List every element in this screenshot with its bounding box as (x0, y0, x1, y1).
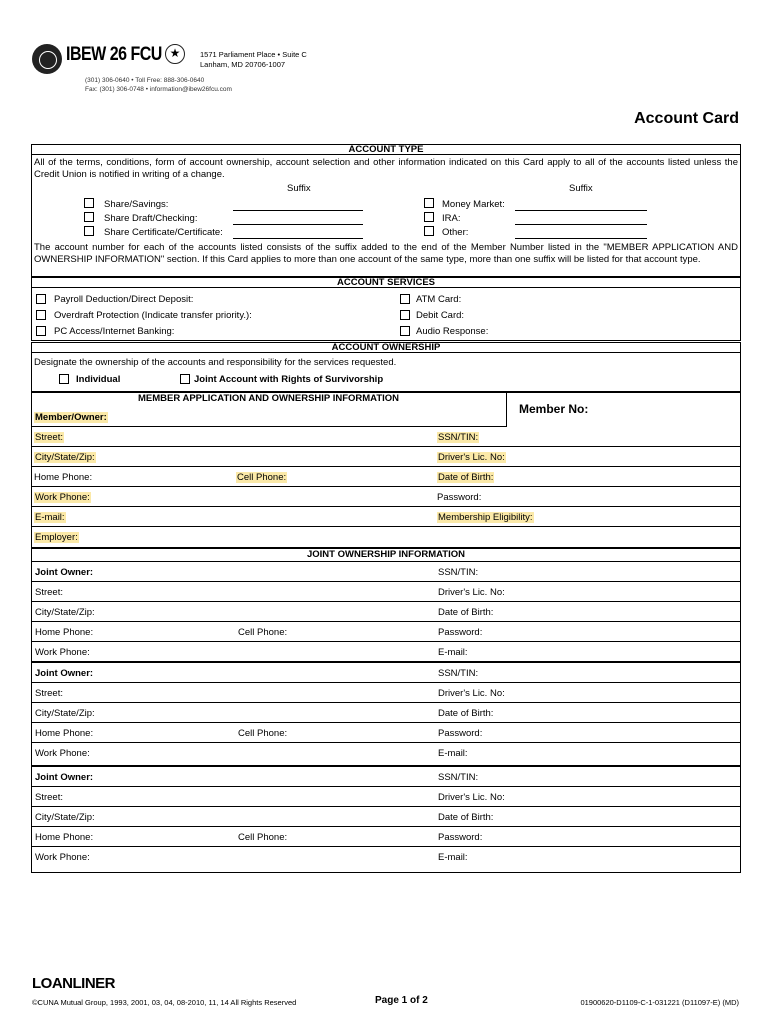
overdraft-protection-checkbox[interactable] (36, 310, 46, 320)
joint3-phone-row (31, 827, 741, 847)
member-eligibility-label[interactable]: Membership Eligibility: (438, 512, 533, 523)
joint3-city-row (31, 807, 741, 827)
joint3-city-label[interactable]: City/State/Zip: (35, 812, 95, 823)
joint2-dob-label[interactable]: Date of Birth: (438, 708, 494, 719)
joint2-city-row (31, 703, 741, 723)
joint-account-checkbox[interactable] (180, 374, 190, 384)
joint1-cell-phone-label[interactable]: Cell Phone: (238, 627, 288, 638)
joint3-street-label[interactable]: Street: (35, 792, 63, 803)
pc-access-checkbox[interactable] (36, 326, 46, 336)
share-savings-checkbox[interactable] (84, 198, 94, 208)
account-number-note: The account number for each of the accounts listed consists of the suffix added to the end of the Member Number listed in the "MEMBER APPLICATION AND OWNERSHIP INFORMATION" section. If this Card applies to more than one account of the same type, more than one suffix will be listed for that account type. (34, 242, 738, 265)
ira-checkbox[interactable] (424, 212, 434, 222)
joint3-email-label[interactable]: E-mail: (438, 852, 468, 863)
joint1-work-phone-label[interactable]: Work Phone: (35, 647, 90, 658)
joint1-city-label[interactable]: City/State/Zip: (35, 607, 95, 618)
member-email-label[interactable]: E-mail: (35, 512, 65, 523)
debit-card-label: Debit Card: (416, 310, 465, 321)
suffix-label-left: Suffix (287, 183, 311, 194)
joint2-home-phone-label[interactable]: Home Phone: (35, 728, 94, 739)
member-phone-row (31, 467, 741, 487)
joint2-owner-row (31, 663, 741, 683)
address-line-1: 1571 Parliament Place • Suite C (200, 50, 307, 59)
money-market-checkbox[interactable] (424, 198, 434, 208)
joint1-owner-row (31, 562, 741, 582)
joint1-home-phone-label[interactable]: Home Phone: (35, 627, 94, 638)
overdraft-protection-label: Overdraft Protection (Indicate transfer priority.): (54, 310, 252, 321)
joint2-street-label[interactable]: Street: (35, 688, 63, 699)
share-savings-suffix-field[interactable] (233, 210, 363, 211)
joint3-work-row (31, 847, 741, 867)
share-certificate-suffix-field[interactable] (233, 238, 363, 239)
joint1-email-label[interactable]: E-mail: (438, 647, 468, 658)
joint1-license-label[interactable]: Driver's Lic. No: (438, 587, 505, 598)
joint-ownership-heading: JOINT OWNERSHIP INFORMATION (31, 548, 741, 562)
pc-access-label: PC Access/Internet Banking: (54, 326, 175, 337)
debit-card-checkbox[interactable] (400, 310, 410, 320)
joint2-owner-label[interactable]: Joint Owner: (35, 668, 94, 679)
joint2-work-row (31, 743, 741, 767)
ownership-designate-text: Designate the ownership of the accounts and responsibility for the services requested. (34, 357, 397, 368)
share-savings-label: Share/Savings: (104, 199, 169, 210)
joint1-password-label[interactable]: Password: (438, 627, 483, 638)
joint1-work-row (31, 642, 741, 663)
form-code: 01900620-D1109-C-1-031221 (D11097-E) (MD) (580, 998, 739, 1007)
joint2-phone-row (31, 723, 741, 743)
phone-line-2: Fax: (301) 306-0748 • information@ibew26fcu.com (85, 86, 232, 93)
share-draft-checkbox[interactable] (84, 212, 94, 222)
member-email-row (31, 507, 741, 527)
money-market-suffix-field[interactable] (515, 210, 647, 211)
individual-label: Individual (76, 374, 121, 385)
joint3-ssn-label[interactable]: SSN/TIN: (438, 772, 479, 783)
member-city-label[interactable]: City/State/Zip: (35, 452, 95, 463)
member-cell-phone-label[interactable]: Cell Phone: (237, 472, 287, 483)
joint1-ssn-label[interactable]: SSN/TIN: (438, 567, 479, 578)
other-label: Other: (442, 227, 469, 238)
share-draft-label: Share Draft/Checking: (104, 213, 198, 224)
joint1-dob-label[interactable]: Date of Birth: (438, 607, 494, 618)
joint1-street-row (31, 582, 741, 602)
share-draft-suffix-field[interactable] (233, 224, 363, 225)
audio-response-checkbox[interactable] (400, 326, 410, 336)
atm-card-label: ATM Card: (416, 294, 462, 305)
member-license-label[interactable]: Driver's Lic. No: (438, 452, 505, 463)
member-ssn-label[interactable]: SSN/TIN: (438, 432, 479, 443)
member-employer-label[interactable]: Employer: (35, 532, 78, 543)
joint2-cell-phone-label[interactable]: Cell Phone: (238, 728, 288, 739)
account-type-intro: All of the terms, conditions, form of account ownership, account selection and other information indicated on this Card apply to all of the accounts listed unless the Credit Union is notified in writing of a change. (34, 157, 738, 180)
logo-text: IBEW 26 FCU (66, 44, 162, 65)
joint1-city-row (31, 602, 741, 622)
individual-checkbox[interactable] (59, 374, 69, 384)
member-owner-row (31, 407, 506, 427)
member-no-divider (506, 392, 507, 427)
member-owner-label[interactable]: Member/Owner: (35, 412, 107, 423)
suffix-label-right: Suffix (569, 183, 593, 194)
star-seal-icon: ★ (165, 44, 185, 64)
account-services-heading: ACCOUNT SERVICES (31, 277, 741, 288)
member-street-row (31, 427, 741, 447)
joint2-license-label[interactable]: Driver's Lic. No: (438, 688, 505, 699)
joint3-owner-row (31, 767, 741, 787)
phone-line-1: (301) 306-0640 • Toll Free: 888-306-0640 (85, 77, 205, 84)
joint1-street-label[interactable]: Street: (35, 587, 63, 598)
joint2-city-label[interactable]: City/State/Zip: (35, 708, 95, 719)
member-employer-row (31, 527, 741, 547)
joint2-work-phone-label[interactable]: Work Phone: (35, 748, 90, 759)
address-line-2: Lanham, MD 20706-1007 (200, 60, 286, 69)
payroll-deduction-label: Payroll Deduction/Direct Deposit: (54, 294, 194, 305)
ira-suffix-field[interactable] (515, 224, 647, 225)
joint2-email-label[interactable]: E-mail: (438, 748, 468, 759)
member-work-row (31, 487, 741, 507)
joint3-home-phone-label[interactable]: Home Phone: (35, 832, 94, 843)
member-street-label[interactable]: Street: (35, 432, 63, 443)
other-suffix-field[interactable] (515, 238, 647, 239)
joint3-cell-phone-label[interactable]: Cell Phone: (238, 832, 288, 843)
joint2-street-row (31, 683, 741, 703)
member-information-heading: MEMBER APPLICATION AND OWNERSHIP INFORMATION (137, 393, 400, 404)
atm-card-checkbox[interactable] (400, 294, 410, 304)
audio-response-label: Audio Response: (416, 326, 489, 337)
other-checkbox[interactable] (424, 226, 434, 236)
ira-label: IRA: (442, 213, 461, 224)
payroll-deduction-checkbox[interactable] (36, 294, 46, 304)
member-password-label[interactable]: Password: (437, 492, 482, 503)
joint1-owner-label[interactable]: Joint Owner: (35, 567, 94, 578)
joint1-phone-row (31, 622, 741, 642)
joint2-password-label[interactable]: Password: (438, 728, 483, 739)
joint3-dob-label[interactable]: Date of Birth: (438, 812, 494, 823)
joint-account-label: Joint Account with Rights of Survivorship (194, 374, 384, 385)
page-title: Account Card (634, 110, 739, 127)
joint3-password-label[interactable]: Password: (438, 832, 483, 843)
loanliner-logo: LOANLINER (32, 975, 115, 992)
joint2-ssn-label[interactable]: SSN/TIN: (438, 668, 479, 679)
joint3-license-label[interactable]: Driver's Lic. No: (438, 792, 505, 803)
member-work-phone-label[interactable]: Work Phone: (35, 492, 90, 503)
member-home-phone-label[interactable]: Home Phone: (34, 472, 93, 483)
account-type-heading: ACCOUNT TYPE (31, 144, 741, 155)
joint3-owner-label[interactable]: Joint Owner: (35, 772, 94, 783)
member-city-row (31, 447, 741, 467)
credit-union-logo (32, 44, 62, 74)
share-certificate-checkbox[interactable] (84, 226, 94, 236)
copyright-text: ©CUNA Mutual Group, 1993, 2001, 03, 04, 08-2010, 11, 14 All Rights Reserved (32, 998, 297, 1007)
joint3-work-phone-label[interactable]: Work Phone: (35, 852, 90, 863)
member-no-label: Member No: (519, 402, 589, 416)
account-ownership-heading: ACCOUNT OWNERSHIP (31, 342, 741, 353)
page-number: Page 1 of 2 (375, 995, 428, 1006)
joint3-street-row (31, 787, 741, 807)
member-dob-label[interactable]: Date of Birth: (438, 472, 494, 483)
money-market-label: Money Market: (442, 199, 505, 210)
share-certificate-label: Share Certificate/Certificate: (104, 227, 223, 238)
